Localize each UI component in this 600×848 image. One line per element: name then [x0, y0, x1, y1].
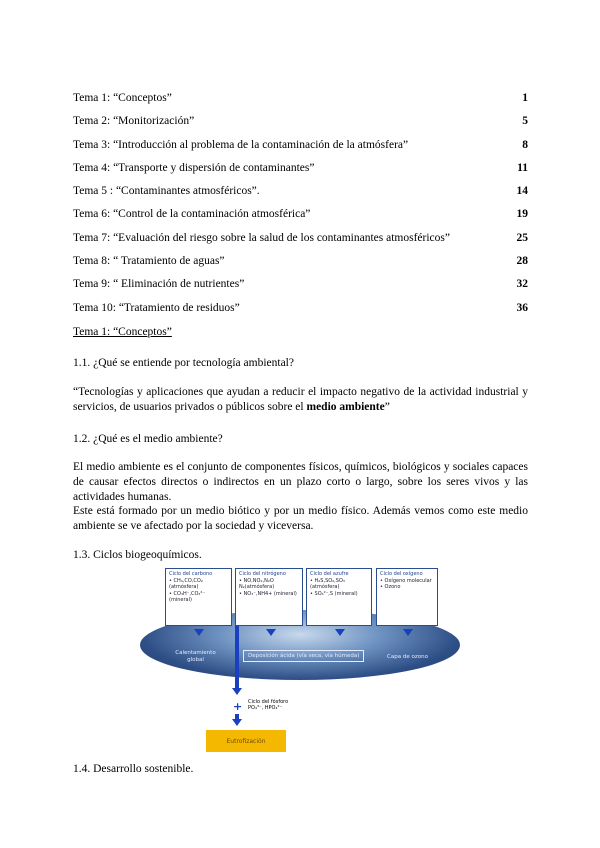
toc-label: Tema 9: “ Eliminación de nutrientes”	[73, 278, 245, 291]
question-1-3: 1.3. Ciclos biogeoquímicos.	[73, 549, 202, 561]
toc-entry[interactable]	[73, 232, 528, 255]
toc-entry[interactable]	[73, 255, 528, 278]
table-of-contents	[73, 92, 528, 325]
toc-entry[interactable]	[73, 92, 528, 115]
toc-entry[interactable]	[73, 278, 528, 301]
toc-entry[interactable]	[73, 115, 528, 138]
down-arrow-icon	[232, 719, 242, 726]
toc-label: Tema 1: “Conceptos”	[73, 92, 172, 104]
toc-label: Tema 8: “ Tratamiento de aguas”	[73, 255, 225, 268]
down-arrow-icon	[194, 629, 204, 636]
toc-entry[interactable]	[73, 162, 528, 185]
toc-page-number: 8	[522, 138, 528, 151]
oxygen-cycle-box: Ciclo del oxígeno • Oxígeno molecular • Ozono	[376, 568, 438, 626]
toc-label: Tema 4: “Transporte y dispersión de contaminantes”	[73, 161, 315, 174]
toc-page-number: 14	[516, 185, 528, 198]
answer-1-2: El medio ambiente es el conjunto de componentes físicos, químicos, biológicos y sociales capaces de causar efectos directos o indirectos en un plazo corto o largo, sobre los seres vivos y las actividades humanas.	[73, 461, 528, 503]
toc-page-number: 11	[517, 161, 528, 174]
toc-page-number: 28	[516, 255, 528, 268]
toc-label: Tema 2: “Monitorización”	[73, 115, 195, 128]
toc-entry[interactable]	[73, 208, 528, 231]
question-1-2: 1.2. ¿Qué es el medio ambiente?	[73, 433, 223, 445]
toc-label: Tema 10: “Tratamiento de residuos”	[73, 301, 240, 314]
down-arrow-icon	[232, 688, 242, 695]
toc-page-number: 25	[516, 231, 528, 244]
toc-page-number: 19	[516, 208, 528, 221]
vertical-flow-bar	[235, 626, 239, 688]
toc-entry[interactable]	[73, 185, 528, 208]
ozone-layer-label: Capa de ozono	[387, 654, 428, 660]
carbon-cycle-box: Ciclo del carbono • CH₄,CO,CO₂ (atmósfera) • CO₃H⁻,CO₃²⁻ (mineral)	[165, 568, 232, 626]
toc-page-number: 36	[516, 301, 528, 314]
plus-icon: +	[233, 700, 243, 713]
toc-label: Tema 6: “Control de la contaminación atmosférica”	[73, 208, 311, 221]
eutrophication-box: Eutrofización	[206, 730, 286, 752]
toc-label: Tema 3: “Introducción al problema de la contaminación de la atmósfera”	[73, 138, 409, 151]
toc-page-number: 32	[516, 278, 528, 291]
toc-page-number: 1	[522, 92, 528, 104]
answer-1-2-b: Este está formado por un medio biótico y por un medio físico. Además vemos como este medio ambiente se ve afectado por la sociedad y viceversa.	[73, 505, 528, 532]
global-warming-label: Calentamiento global	[175, 650, 216, 663]
question-1-4: 1.4. Desarrollo sostenible.	[73, 763, 194, 775]
biogeochemical-cycles-figure	[140, 568, 460, 758]
toc-entry[interactable]	[73, 302, 528, 325]
sulfur-cycle-box: Ciclo del azufre • H₂S,SO₂,SO₃ (atmósfera) • SO₄²⁻,S (mineral)	[306, 568, 372, 626]
answer-1-1: “Tecnologías y aplicaciones que ayudan a reducir el impacto negativo de la actividad industrial y servicios, de usuarios privados o públicos sobre el medio ambiente”	[73, 386, 528, 413]
down-arrow-icon	[403, 629, 413, 636]
section-title: Tema 1: “Conceptos”	[73, 326, 172, 338]
toc-label: Tema 7: “Evaluación del riesgo sobre la salud de los contaminantes atmosféricos”	[73, 231, 450, 244]
question-1-1: 1.1. ¿Qué se entiende por tecnología ambiental?	[73, 357, 294, 369]
nitrogen-cycle-box: Ciclo del nitrógeno • NO,NO₂,N₂O N₂(atmósfera) • NO₃⁻,NH4+ (mineral)	[235, 568, 303, 626]
toc-page-number: 5	[522, 115, 528, 128]
phosphorus-cycle-label: Ciclo del fósforo PO₄³⁻, HPO₄²⁻	[248, 699, 289, 711]
acid-deposition-label: Deposición ácida (vía seca, vía húmeda)	[243, 650, 364, 662]
toc-label: Tema 5 : “Contaminantes atmosféricos”.	[73, 185, 260, 198]
down-arrow-icon	[335, 629, 345, 636]
down-arrow-icon	[266, 629, 276, 636]
toc-entry[interactable]	[73, 139, 528, 162]
